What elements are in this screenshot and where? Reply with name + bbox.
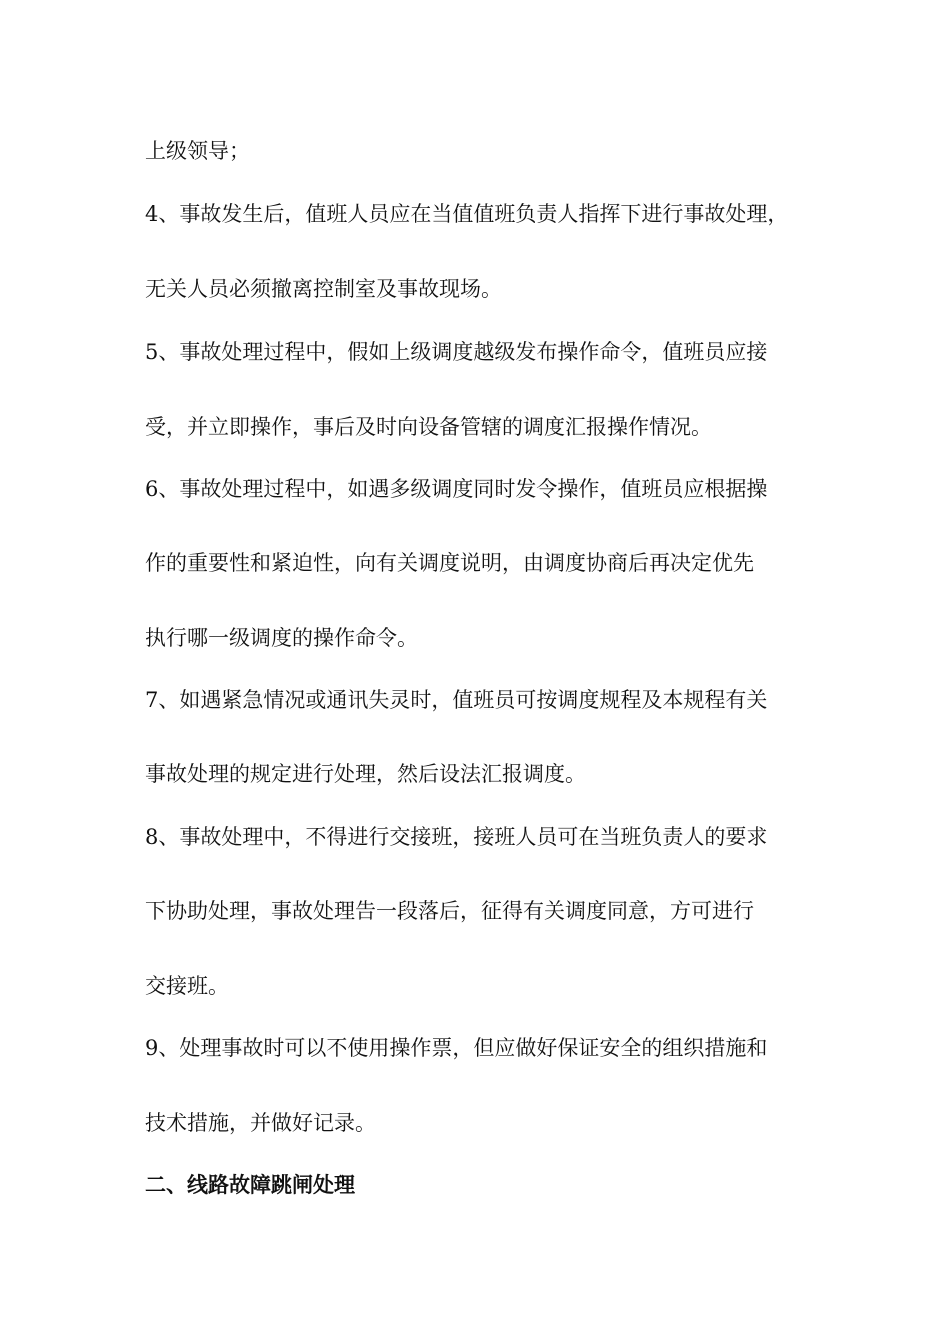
section-heading: 二、线路故障跳闸处理 xyxy=(145,1173,355,1197)
text-line-12: 下协助处理，事故处理告一段落后，征得有关调度同意，方可进行 xyxy=(145,899,754,923)
text-line-7: 作的重要性和紧迫性，向有关调度说明，由调度协商后再决定优先 xyxy=(145,551,754,575)
text-line-1: 上级领导； xyxy=(145,139,250,163)
text-line-11: 8、事故处理中，不得进行交接班，接班人员可在当班负责人的要求 xyxy=(145,825,768,849)
text-line-4: 5、事故处理过程中，假如上级调度越级发布操作命令，值班员应接 xyxy=(145,340,768,364)
text-line-10: 事故处理的规定进行处理，然后设法汇报调度。 xyxy=(145,762,586,786)
text-line-9: 7、如遇紧急情况或通讯失灵时，值班员可按调度规程及本规程有关 xyxy=(145,688,768,712)
text-line-6: 6、事故处理过程中，如遇多级调度同时发令操作，值班员应根据操 xyxy=(145,477,768,501)
text-line-3: 无关人员必须撤离控制室及事故现场。 xyxy=(145,277,502,301)
text-line-15: 技术措施，并做好记录。 xyxy=(145,1111,376,1135)
text-line-13: 交接班。 xyxy=(145,974,229,998)
text-line-2: 4、事故发生后，值班人员应在当值值班负责人指挥下进行事故处理， xyxy=(145,202,789,226)
text-line-14: 9、处理事故时可以不使用操作票，但应做好保证安全的组织措施和 xyxy=(145,1036,768,1060)
text-line-5: 受，并立即操作，事后及时向设备管辖的调度汇报操作情况。 xyxy=(145,415,712,439)
text-line-8: 执行哪一级调度的操作命令。 xyxy=(145,626,418,650)
